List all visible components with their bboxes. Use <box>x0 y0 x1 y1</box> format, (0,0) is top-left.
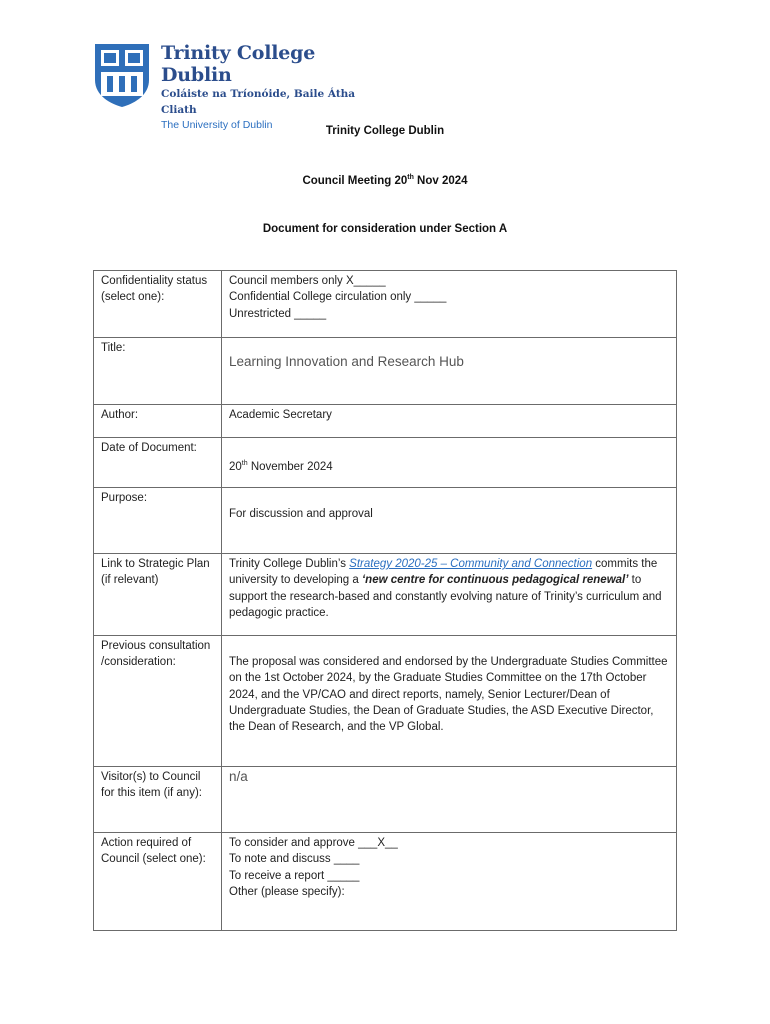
confidentiality-label: Confidentiality status (select one): <box>94 271 222 338</box>
visitors-value: n/a <box>222 767 677 833</box>
section-heading: Document for consideration under Section A <box>262 223 508 235</box>
confidentiality-value: Council members only X_____ Confidential College circulation only _____ Unrestricted _____ <box>222 271 677 338</box>
table-row-action <box>94 833 677 931</box>
table-row-purpose <box>94 488 677 554</box>
table-row-consultation <box>94 636 677 767</box>
meeting-heading: Council Meeting 20th Nov 2024 <box>302 174 468 187</box>
table-row-author <box>94 405 677 438</box>
tcd-logo <box>93 42 363 131</box>
purpose-label: Purpose: <box>94 488 222 554</box>
strategic-plan-value: Trinity College Dublin’s Strategy 2020-25 – Community and Connection commits the university to developing a ‘new centre for continuous pedagogical renewal’ to support the research-based and constantly evolving nature of Trinity’s curriculum and pedagogic practice. <box>222 554 677 636</box>
table-row-confidentiality <box>94 271 677 338</box>
logo-irish-name: Coláiste na Tríonóide, Baile Átha Cliath <box>161 88 356 116</box>
consultation-label: Previous consultation /consideration: <box>94 636 222 767</box>
logo-university: The University of Dublin <box>161 119 273 131</box>
table-row-strategic-plan <box>94 554 677 636</box>
table-row-visitors <box>94 767 677 833</box>
action-label: Action required of Council (select one): <box>94 833 222 931</box>
institution-heading: Trinity College Dublin <box>325 125 445 137</box>
author-label: Author: <box>94 405 222 438</box>
visitors-label: Visitor(s) to Council for this item (if any): <box>94 767 222 833</box>
consultation-value: The proposal was considered and endorsed by the Undergraduate Studies Committee on the 1st October 2024, by the Graduate Studies Committee on the 17th October 2024, and the VP/CAO and direct reports, namely, Senior Lecturer/Dean of Undergraduate Studies, the Dean of Graduate Studies, the ASD Executive Director, the Dean of Research, and the VP Global. <box>222 636 677 767</box>
title-value: Learning Innovation and Research Hub <box>222 338 677 405</box>
title-label: Title: <box>94 338 222 405</box>
strategic-plan-label: Link to Strategic Plan (if relevant) <box>94 554 222 636</box>
table-row-title <box>94 338 677 405</box>
date-value: 20th November 2024 <box>222 438 677 488</box>
document-info-table <box>93 270 677 931</box>
logo-name: Trinity College Dublin <box>161 42 316 86</box>
table-row-date <box>94 438 677 488</box>
purpose-value: For discussion and approval <box>222 488 677 554</box>
tcd-crest-icon <box>93 42 151 108</box>
strategy-link[interactable]: Strategy 2020-25 – Community and Connection <box>349 558 593 570</box>
date-label: Date of Document: <box>94 438 222 488</box>
author-value: Academic Secretary <box>222 405 677 438</box>
action-value: To consider and approve ___X__ To note and discuss ____ To receive a report _____ Other (please specify): <box>222 833 677 931</box>
